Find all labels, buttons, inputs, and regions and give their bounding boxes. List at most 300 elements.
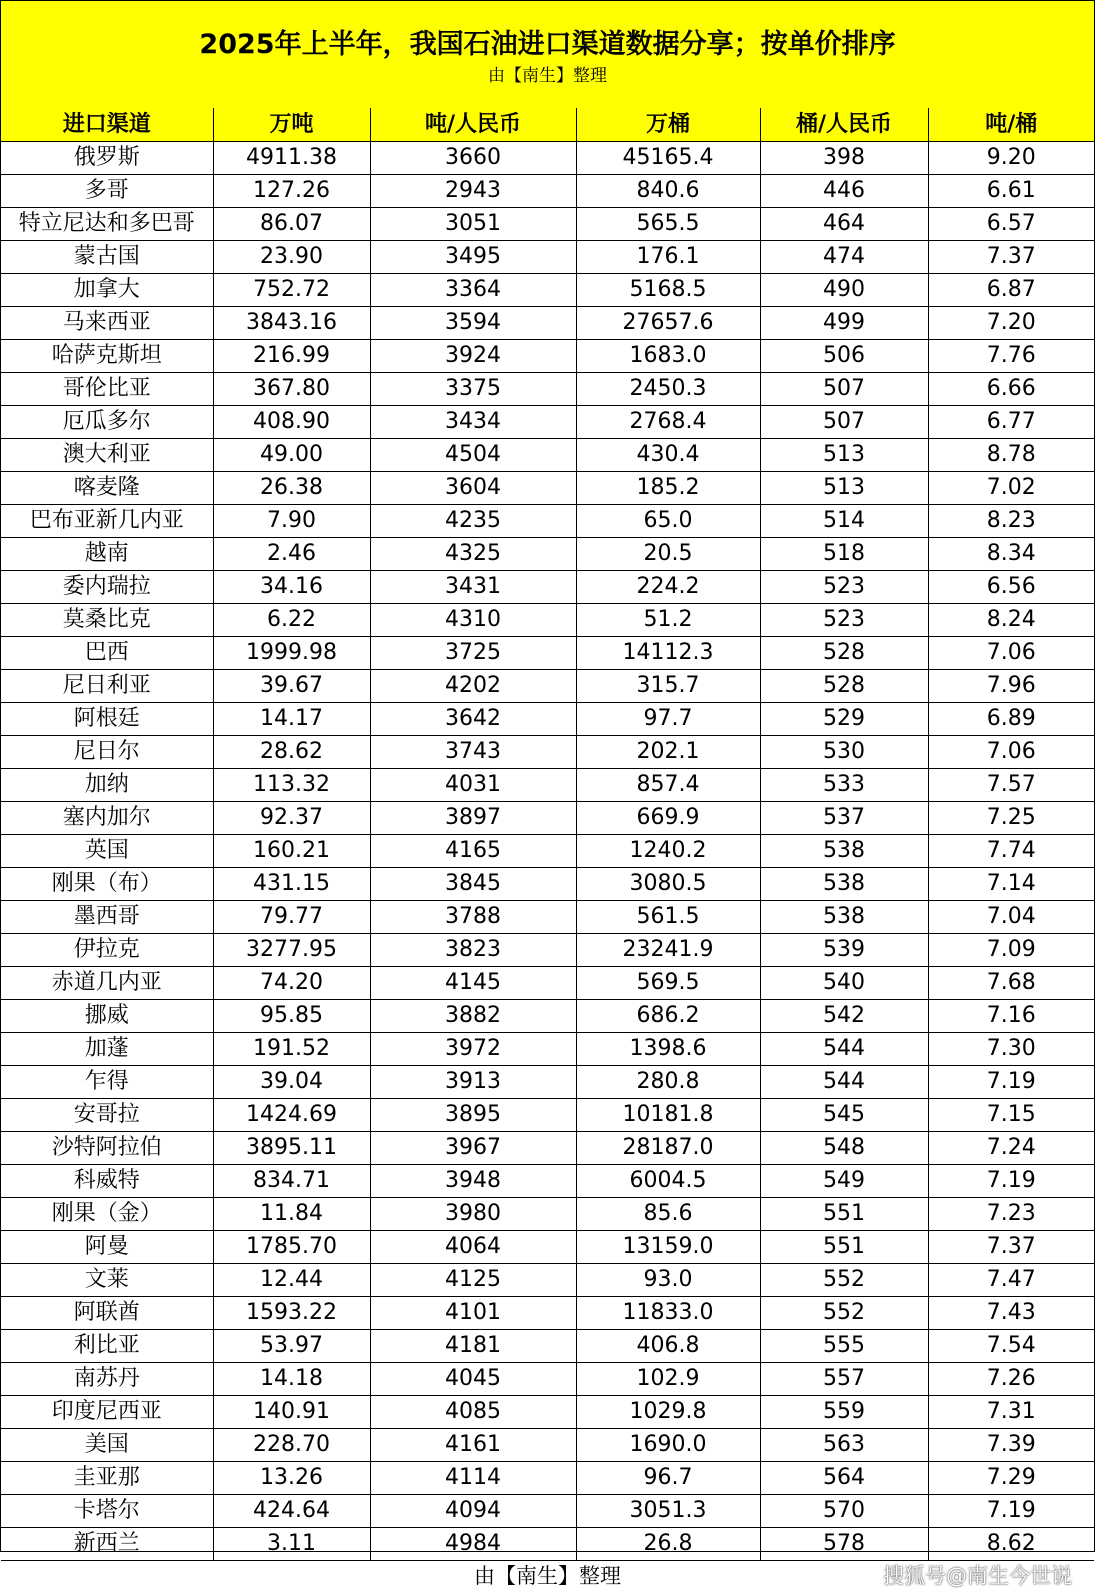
cell-10k-barrels: 45165.4 [576,142,760,175]
cell-yuan-per-barrel: 518 [760,538,928,571]
cell-channel: 加拿大 [1,274,213,307]
cell-10k-barrels: 1690.0 [576,1429,760,1462]
title-band [1,1,1094,109]
table-row [1,1264,1094,1297]
cell-yuan-per-barrel: 533 [760,769,928,802]
cell-10k-tons: 6.22 [213,604,370,637]
table-row [1,373,1094,406]
cell-channel: 越南 [1,538,213,571]
cell-yuan-per-ton: 3725 [370,637,576,670]
cell-yuan-per-ton: 4085 [370,1396,576,1429]
cell-yuan-per-ton: 3642 [370,703,576,736]
cell-barrels-per-ton: 7.57 [928,769,1094,802]
header-row [1,108,1094,142]
page-title: 2025年上半年，我国石油进口渠道数据分享；按单价排序 [199,29,896,60]
cell-10k-barrels: 280.8 [576,1066,760,1099]
cell-channel: 英国 [1,835,213,868]
cell-channel: 喀麦隆 [1,472,213,505]
cell-10k-barrels: 5168.5 [576,274,760,307]
cell-yuan-per-barrel: 578 [760,1528,928,1561]
cell-10k-barrels: 14112.3 [576,637,760,670]
cell-yuan-per-ton: 4504 [370,439,576,472]
cell-yuan-per-ton: 3972 [370,1033,576,1066]
cell-yuan-per-barrel: 464 [760,208,928,241]
cell-yuan-per-barrel: 551 [760,1198,928,1231]
cell-yuan-per-ton: 4325 [370,538,576,571]
cell-barrels-per-ton: 7.23 [928,1198,1094,1231]
cell-yuan-per-barrel: 528 [760,670,928,703]
cell-yuan-per-barrel: 545 [760,1099,928,1132]
cell-yuan-per-ton: 3495 [370,241,576,274]
cell-10k-tons: 49.00 [213,439,370,472]
cell-10k-tons: 39.04 [213,1066,370,1099]
cell-10k-barrels: 1029.8 [576,1396,760,1429]
cell-barrels-per-ton: 7.26 [928,1363,1094,1396]
watermark: 搜狐号@南生今世说 [883,1564,1072,1588]
cell-10k-tons: 228.70 [213,1429,370,1462]
cell-yuan-per-barrel: 570 [760,1495,928,1528]
cell-yuan-per-ton: 3375 [370,373,576,406]
cell-10k-barrels: 840.6 [576,175,760,208]
cell-10k-tons: 127.26 [213,175,370,208]
cell-channel: 加纳 [1,769,213,802]
cell-channel: 新西兰 [1,1528,213,1561]
cell-yuan-per-barrel: 529 [760,703,928,736]
cell-yuan-per-ton: 3895 [370,1099,576,1132]
cell-barrels-per-ton: 7.96 [928,670,1094,703]
cell-barrels-per-ton: 6.87 [928,274,1094,307]
table-row [1,1099,1094,1132]
cell-10k-tons: 23.90 [213,241,370,274]
cell-barrels-per-ton: 7.47 [928,1264,1094,1297]
cell-10k-tons: 3843.16 [213,307,370,340]
table-row [1,901,1094,934]
cell-10k-tons: 160.21 [213,835,370,868]
cell-channel: 科威特 [1,1165,213,1198]
cell-10k-barrels: 11833.0 [576,1297,760,1330]
cell-yuan-per-barrel: 507 [760,406,928,439]
table-row [1,505,1094,538]
cell-10k-barrels: 93.0 [576,1264,760,1297]
cell-10k-barrels: 28187.0 [576,1132,760,1165]
table-row [1,736,1094,769]
cell-yuan-per-ton: 4145 [370,967,576,1000]
cell-barrels-per-ton: 7.54 [928,1330,1094,1363]
table-row [1,274,1094,307]
cell-yuan-per-ton: 3967 [370,1132,576,1165]
cell-barrels-per-ton: 7.02 [928,472,1094,505]
cell-yuan-per-ton: 3924 [370,340,576,373]
cell-barrels-per-ton: 8.62 [928,1528,1094,1561]
table-row [1,439,1094,472]
cell-yuan-per-ton: 4031 [370,769,576,802]
cell-barrels-per-ton: 7.09 [928,934,1094,967]
cell-10k-barrels: 10181.8 [576,1099,760,1132]
cell-barrels-per-ton: 7.20 [928,307,1094,340]
cell-yuan-per-barrel: 539 [760,934,928,967]
cell-yuan-per-barrel: 398 [760,142,928,175]
cell-yuan-per-barrel: 490 [760,274,928,307]
cell-barrels-per-ton: 8.23 [928,505,1094,538]
cell-yuan-per-ton: 4165 [370,835,576,868]
cell-yuan-per-ton: 3948 [370,1165,576,1198]
table-row [1,1231,1094,1264]
cell-10k-barrels: 102.9 [576,1363,760,1396]
table-row [1,1462,1094,1495]
cell-barrels-per-ton: 6.57 [928,208,1094,241]
table-row [1,175,1094,208]
cell-barrels-per-ton: 7.25 [928,802,1094,835]
table-row [1,703,1094,736]
cell-10k-tons: 11.84 [213,1198,370,1231]
cell-10k-barrels: 20.5 [576,538,760,571]
table-row [1,967,1094,1000]
cell-channel: 特立尼达和多巴哥 [1,208,213,241]
cell-10k-tons: 12.44 [213,1264,370,1297]
cell-10k-barrels: 27657.6 [576,307,760,340]
table-row [1,1330,1094,1363]
column-header-10k-barrels: 万桶 [576,108,760,142]
cell-barrels-per-ton: 7.74 [928,835,1094,868]
column-header-barrels-per-ton: 吨/桶 [928,108,1094,142]
cell-yuan-per-barrel: 474 [760,241,928,274]
cell-channel: 伊拉克 [1,934,213,967]
table-row [1,1033,1094,1066]
cell-channel: 卡塔尔 [1,1495,213,1528]
cell-10k-barrels: 97.7 [576,703,760,736]
table-row [1,670,1094,703]
cell-yuan-per-ton: 4101 [370,1297,576,1330]
table-row [1,1000,1094,1033]
cell-yuan-per-ton: 2943 [370,175,576,208]
cell-yuan-per-barrel: 544 [760,1033,928,1066]
cell-10k-tons: 7.90 [213,505,370,538]
cell-yuan-per-barrel: 513 [760,439,928,472]
table-row [1,1363,1094,1396]
cell-yuan-per-barrel: 446 [760,175,928,208]
cell-channel: 塞内加尔 [1,802,213,835]
cell-yuan-per-ton: 3594 [370,307,576,340]
cell-yuan-per-barrel: 552 [760,1264,928,1297]
cell-yuan-per-ton: 4202 [370,670,576,703]
cell-barrels-per-ton: 7.29 [928,1462,1094,1495]
cell-10k-barrels: 176.1 [576,241,760,274]
cell-barrels-per-ton: 7.24 [928,1132,1094,1165]
cell-yuan-per-ton: 3913 [370,1066,576,1099]
cell-barrels-per-ton: 7.37 [928,1231,1094,1264]
cell-10k-tons: 39.67 [213,670,370,703]
cell-channel: 利比亚 [1,1330,213,1363]
cell-channel: 圭亚那 [1,1462,213,1495]
cell-yuan-per-barrel: 538 [760,868,928,901]
column-header-10k-tons: 万吨 [213,108,370,142]
cell-channel: 阿曼 [1,1231,213,1264]
cell-10k-tons: 1424.69 [213,1099,370,1132]
cell-barrels-per-ton: 7.19 [928,1165,1094,1198]
cell-10k-tons: 1999.98 [213,637,370,670]
cell-10k-tons: 28.62 [213,736,370,769]
cell-10k-tons: 834.71 [213,1165,370,1198]
cell-10k-barrels: 406.8 [576,1330,760,1363]
cell-10k-barrels: 430.4 [576,439,760,472]
cell-10k-barrels: 85.6 [576,1198,760,1231]
cell-yuan-per-barrel: 544 [760,1066,928,1099]
cell-barrels-per-ton: 7.19 [928,1066,1094,1099]
cell-10k-tons: 14.18 [213,1363,370,1396]
cell-yuan-per-barrel: 540 [760,967,928,1000]
cell-yuan-per-barrel: 548 [760,1132,928,1165]
table-row [1,472,1094,505]
table-row [1,835,1094,868]
cell-yuan-per-barrel: 552 [760,1297,928,1330]
cell-yuan-per-barrel: 538 [760,901,928,934]
table-row [1,1396,1094,1429]
cell-10k-barrels: 561.5 [576,901,760,934]
cell-10k-tons: 1593.22 [213,1297,370,1330]
cell-yuan-per-ton: 4984 [370,1528,576,1561]
cell-channel: 多哥 [1,175,213,208]
cell-10k-tons: 53.97 [213,1330,370,1363]
cell-barrels-per-ton: 7.16 [928,1000,1094,1033]
cell-yuan-per-barrel: 538 [760,835,928,868]
cell-channel: 哥伦比亚 [1,373,213,406]
cell-yuan-per-ton: 3980 [370,1198,576,1231]
cell-barrels-per-ton: 7.06 [928,736,1094,769]
cell-yuan-per-ton: 3431 [370,571,576,604]
cell-10k-tons: 191.52 [213,1033,370,1066]
table-row [1,1066,1094,1099]
cell-channel: 巴西 [1,637,213,670]
cell-10k-barrels: 202.1 [576,736,760,769]
cell-yuan-per-barrel: 551 [760,1231,928,1264]
cell-barrels-per-ton: 7.14 [928,868,1094,901]
table-row [1,1429,1094,1462]
oil-import-table [1,108,1094,1561]
cell-yuan-per-barrel: 506 [760,340,928,373]
cell-10k-barrels: 51.2 [576,604,760,637]
table-body [1,142,1094,1561]
cell-yuan-per-ton: 4045 [370,1363,576,1396]
cell-10k-tons: 79.77 [213,901,370,934]
cell-yuan-per-ton: 4125 [370,1264,576,1297]
cell-yuan-per-ton: 4310 [370,604,576,637]
cell-yuan-per-ton: 3660 [370,142,576,175]
cell-channel: 文莱 [1,1264,213,1297]
table-row [1,604,1094,637]
table-row [1,307,1094,340]
cell-channel: 俄罗斯 [1,142,213,175]
cell-channel: 马来西亚 [1,307,213,340]
cell-channel: 尼日利亚 [1,670,213,703]
cell-barrels-per-ton: 6.77 [928,406,1094,439]
cell-channel: 厄瓜多尔 [1,406,213,439]
table-row [1,208,1094,241]
cell-yuan-per-ton: 3882 [370,1000,576,1033]
table-row [1,868,1094,901]
cell-10k-barrels: 2768.4 [576,406,760,439]
cell-10k-barrels: 857.4 [576,769,760,802]
cell-yuan-per-barrel: 559 [760,1396,928,1429]
cell-barrels-per-ton: 7.30 [928,1033,1094,1066]
column-header-yuan-per-barrel: 桶/人民币 [760,108,928,142]
cell-10k-tons: 140.91 [213,1396,370,1429]
cell-barrels-per-ton: 7.06 [928,637,1094,670]
cell-10k-barrels: 96.7 [576,1462,760,1495]
cell-10k-tons: 26.38 [213,472,370,505]
cell-10k-barrels: 2450.3 [576,373,760,406]
cell-channel: 加蓬 [1,1033,213,1066]
cell-yuan-per-ton: 4094 [370,1495,576,1528]
cell-10k-barrels: 1398.6 [576,1033,760,1066]
cell-barrels-per-ton: 7.43 [928,1297,1094,1330]
cell-10k-tons: 216.99 [213,340,370,373]
cell-yuan-per-ton: 3364 [370,274,576,307]
cell-channel: 南苏丹 [1,1363,213,1396]
cell-channel: 挪威 [1,1000,213,1033]
column-header-channel: 进口渠道 [1,108,213,142]
cell-10k-barrels: 1240.2 [576,835,760,868]
table-row [1,1297,1094,1330]
cell-yuan-per-ton: 4181 [370,1330,576,1363]
cell-channel: 哈萨克斯坦 [1,340,213,373]
cell-yuan-per-barrel: 542 [760,1000,928,1033]
cell-yuan-per-barrel: 513 [760,472,928,505]
cell-yuan-per-barrel: 514 [760,505,928,538]
cell-channel: 乍得 [1,1066,213,1099]
cell-yuan-per-ton: 3604 [370,472,576,505]
cell-10k-barrels: 185.2 [576,472,760,505]
table-row [1,340,1094,373]
table-row [1,1132,1094,1165]
cell-yuan-per-ton: 3897 [370,802,576,835]
cell-10k-tons: 13.26 [213,1462,370,1495]
cell-channel: 尼日尔 [1,736,213,769]
cell-barrels-per-ton: 7.68 [928,967,1094,1000]
cell-yuan-per-barrel: 530 [760,736,928,769]
cell-10k-barrels: 565.5 [576,208,760,241]
cell-barrels-per-ton: 6.61 [928,175,1094,208]
cell-yuan-per-ton: 4235 [370,505,576,538]
cell-yuan-per-barrel: 564 [760,1462,928,1495]
table-row [1,1165,1094,1198]
cell-yuan-per-ton: 3743 [370,736,576,769]
cell-yuan-per-barrel: 528 [760,637,928,670]
cell-barrels-per-ton: 9.20 [928,142,1094,175]
cell-yuan-per-barrel: 555 [760,1330,928,1363]
cell-10k-barrels: 26.8 [576,1528,760,1561]
cell-channel: 墨西哥 [1,901,213,934]
table-row [1,802,1094,835]
cell-barrels-per-ton: 8.34 [928,538,1094,571]
cell-yuan-per-ton: 3434 [370,406,576,439]
cell-yuan-per-barrel: 523 [760,571,928,604]
cell-channel: 莫桑比克 [1,604,213,637]
cell-10k-tons: 34.16 [213,571,370,604]
cell-yuan-per-barrel: 507 [760,373,928,406]
cell-10k-barrels: 315.7 [576,670,760,703]
cell-10k-barrels: 686.2 [576,1000,760,1033]
cell-channel: 刚果（布） [1,868,213,901]
cell-channel: 美国 [1,1429,213,1462]
cell-channel: 蒙古国 [1,241,213,274]
cell-10k-barrels: 1683.0 [576,340,760,373]
cell-channel: 安哥拉 [1,1099,213,1132]
cell-10k-tons: 424.64 [213,1495,370,1528]
table-row [1,769,1094,802]
cell-10k-tons: 2.46 [213,538,370,571]
cell-yuan-per-ton: 4114 [370,1462,576,1495]
cell-yuan-per-barrel: 549 [760,1165,928,1198]
cell-10k-tons: 92.37 [213,802,370,835]
cell-barrels-per-ton: 7.31 [928,1396,1094,1429]
column-header-yuan-per-ton: 吨/人民币 [370,108,576,142]
cell-channel: 刚果（金） [1,1198,213,1231]
cell-10k-barrels: 569.5 [576,967,760,1000]
table-row [1,406,1094,439]
cell-channel: 澳大利亚 [1,439,213,472]
cell-barrels-per-ton: 6.56 [928,571,1094,604]
cell-10k-tons: 113.32 [213,769,370,802]
cell-channel: 委内瑞拉 [1,571,213,604]
cell-channel: 赤道几内亚 [1,967,213,1000]
cell-10k-tons: 408.90 [213,406,370,439]
cell-barrels-per-ton: 8.24 [928,604,1094,637]
table-row [1,571,1094,604]
cell-channel: 巴布亚新几内亚 [1,505,213,538]
cell-10k-tons: 1785.70 [213,1231,370,1264]
cell-barrels-per-ton: 7.39 [928,1429,1094,1462]
table-row [1,934,1094,967]
table-row [1,1495,1094,1528]
table-row [1,637,1094,670]
cell-yuan-per-barrel: 537 [760,802,928,835]
cell-channel: 印度尼西亚 [1,1396,213,1429]
table-header [1,108,1094,142]
table-row [1,1528,1094,1561]
cell-yuan-per-barrel: 523 [760,604,928,637]
cell-10k-tons: 95.85 [213,1000,370,1033]
cell-10k-tons: 4911.38 [213,142,370,175]
cell-10k-tons: 752.72 [213,274,370,307]
cell-barrels-per-ton: 7.19 [928,1495,1094,1528]
cell-channel: 阿根廷 [1,703,213,736]
cell-yuan-per-ton: 4161 [370,1429,576,1462]
cell-barrels-per-ton: 7.76 [928,340,1094,373]
cell-10k-tons: 367.80 [213,373,370,406]
cell-10k-tons: 86.07 [213,208,370,241]
cell-10k-barrels: 3051.3 [576,1495,760,1528]
cell-yuan-per-ton: 4064 [370,1231,576,1264]
cell-10k-tons: 431.15 [213,868,370,901]
footer [1,1561,1094,1591]
cell-barrels-per-ton: 6.89 [928,703,1094,736]
cell-yuan-per-ton: 3845 [370,868,576,901]
cell-yuan-per-barrel: 499 [760,307,928,340]
cell-yuan-per-barrel: 557 [760,1363,928,1396]
cell-channel: 沙特阿拉伯 [1,1132,213,1165]
table-row [1,538,1094,571]
table-row [1,142,1094,175]
cell-yuan-per-ton: 3051 [370,208,576,241]
cell-10k-barrels: 3080.5 [576,868,760,901]
cell-10k-barrels: 13159.0 [576,1231,760,1264]
footer-credit: 由【南生】整理 [474,1564,621,1588]
cell-channel: 阿联酋 [1,1297,213,1330]
table-row [1,1198,1094,1231]
cell-yuan-per-ton: 3823 [370,934,576,967]
cell-10k-tons: 14.17 [213,703,370,736]
cell-10k-tons: 3277.95 [213,934,370,967]
